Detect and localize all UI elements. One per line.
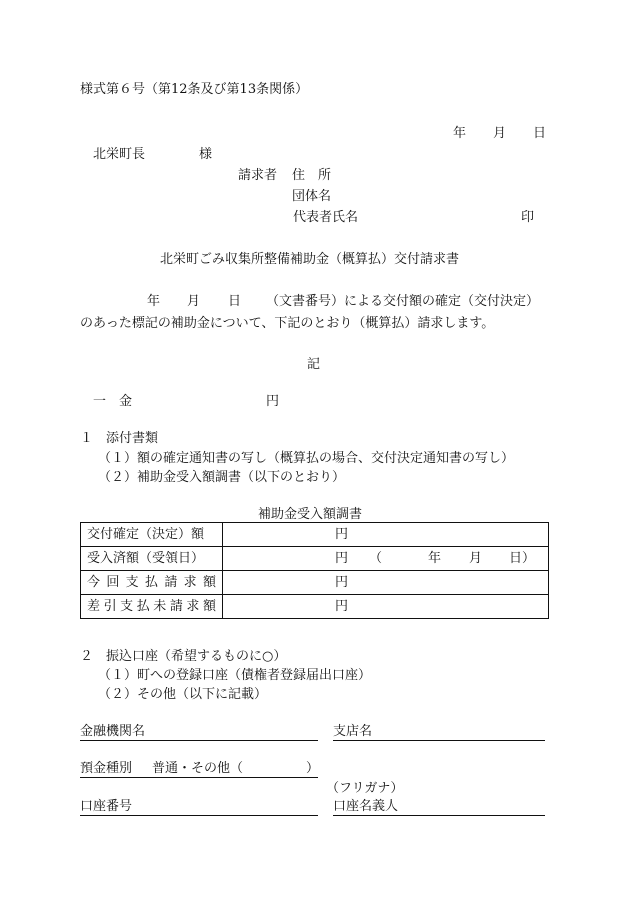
furigana-label: （フリガナ） [326,781,404,796]
account-holder-underline [333,815,545,816]
deposit-options: 普通・その他（ [152,761,244,776]
table-row [81,595,549,619]
claimant-org-label: 団体名 [292,189,332,204]
row-label [81,595,223,619]
table-row [81,547,549,571]
row-value [223,571,549,595]
deposit-underline [80,777,318,778]
date-day-label: 日 [533,126,547,141]
section2-item2: （２）その他（以下に記載） [98,687,268,702]
open-paren: （ [369,551,383,566]
table-row [81,523,549,547]
yen-unit: 円 [335,575,349,590]
row-label [81,571,223,595]
row-value [223,595,549,619]
amount-unit: 円 [266,394,280,409]
table-row [81,571,549,595]
addressee-suffix: 様 [199,147,213,162]
amount-label: 一 金 [93,394,133,409]
section1-heading: １ 添付書類 [80,431,159,446]
body-line2: のあった標記の補助金について、下記のとおり（概算払）請求します。 [80,316,495,331]
institution-underline [80,740,318,741]
addressee-name: 北栄町長 [93,147,146,162]
section1-item2: （２）補助金受入額調書（以下のとおり） [98,470,346,485]
ki-heading: 記 [307,357,321,372]
account-number-underline [80,815,318,816]
date-month-label: 月 [493,126,507,141]
section2-item1: （１）町への登録口座（債権者登録届出口座） [98,668,372,683]
yen-unit: 円 [335,599,349,614]
seal-mark: 印 [521,210,535,225]
receipt-month-label: 月 [469,551,483,566]
row-value [223,547,549,571]
claimant-rep-label: 代表者氏名 [293,210,359,225]
row-label: 交付確定（決定）額 [81,523,223,547]
deposit-type-label: 預金種別 [80,761,133,776]
deposit-close-paren: ） [306,761,320,776]
account-number-label: 口座番号 [80,799,133,814]
yen-unit: 円 [335,551,349,566]
account-holder-label: 口座名義人 [333,799,399,814]
date-year-label: 年 [453,126,467,141]
receipt-year-label: 年 [428,551,442,566]
branch-label: 支店名 [333,724,373,739]
claimant-address-label: 住 所 [292,168,332,183]
yen-unit: 円 [335,527,349,542]
section2-heading: ２ 振込口座（希望するものに○） [80,649,287,664]
row-label: 受入済額（受領日） [81,547,223,571]
row-value [223,523,549,547]
form-number: 様式第６号（第12条及び第13条関係） [80,82,309,97]
receipt-day-label: 日） [509,551,536,566]
receipts-table [80,522,549,619]
body-year: 年 [147,294,161,309]
spread-label: 差 引 支 払 未 請 求 額 [87,598,216,614]
claimant-label: 請求者 [238,168,278,183]
spread-label: 今 回 支 払 請 求 額 [87,574,216,590]
table-caption: 補助金受入額調書 [258,507,363,522]
institution-label: 金融機関名 [80,724,146,739]
body-line1: （文書番号）による交付額の確定（交付決定） [266,294,540,309]
branch-underline [333,740,545,741]
body-day: 日 [228,294,242,309]
section1-item1: （１）額の確定通知書の写し（概算払の場合、交付決定通知書の写し） [98,451,515,466]
document-title: 北栄町ごみ収集所整備補助金（概算払）交付請求書 [160,252,460,267]
body-month: 月 [187,294,201,309]
